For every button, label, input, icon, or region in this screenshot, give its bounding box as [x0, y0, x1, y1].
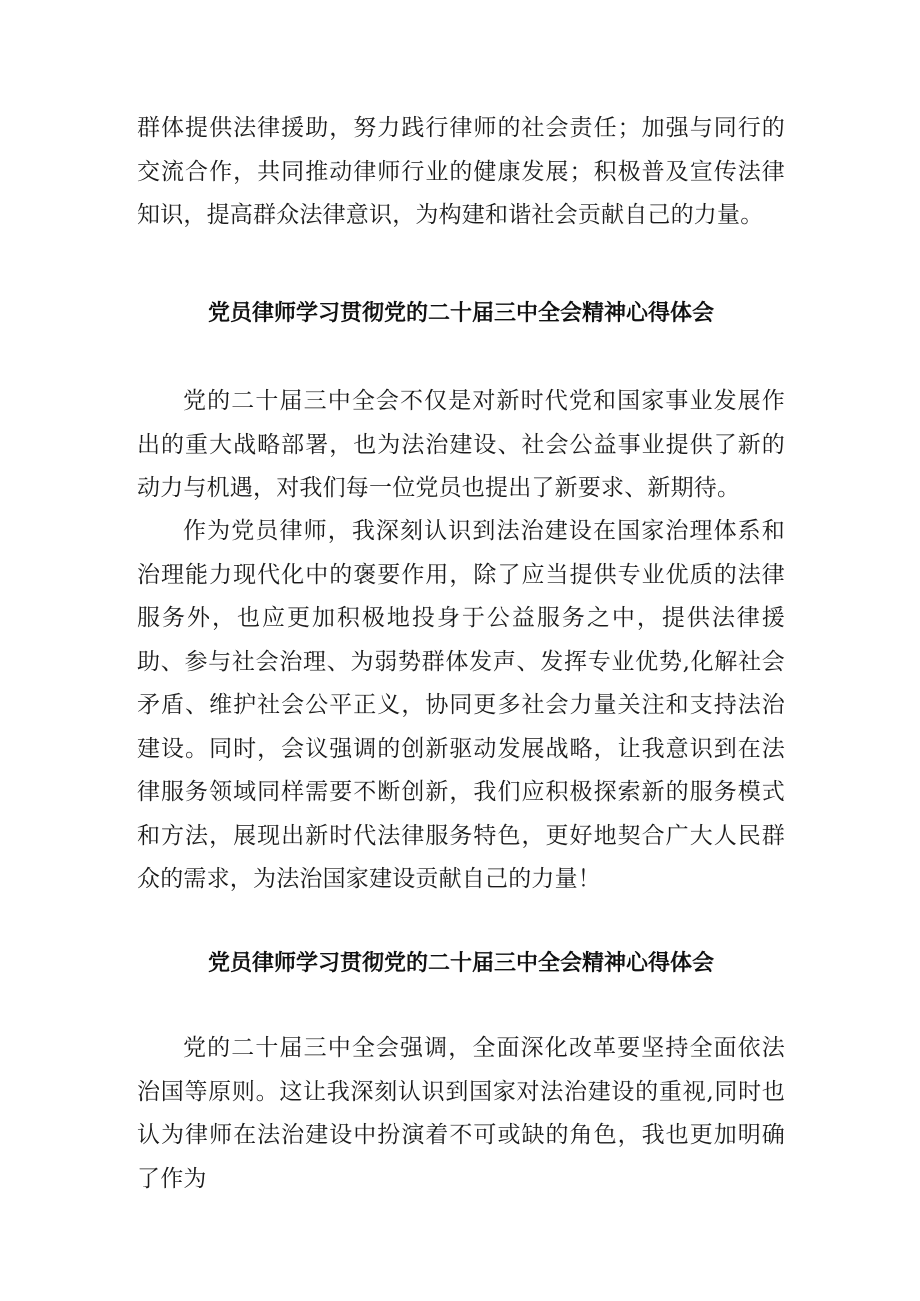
section-title-2: 党员律师学习贯彻党的二十届三中全会精神心得体会 — [207, 951, 714, 976]
section2-paragraph-1: 党的二十届三中全会强调，全面深化改革要坚持全面依法治国等原则。这让我深刻认识到国家对法治建设的重视,同时也认为律师在法治建设中扮演着不可或缺的角色，我也更加明确了作为 — [137, 1035, 785, 1192]
carryover-paragraph: 群体提供法律援助，努力践行律师的社会责任；加强与同行的交流合作，共同推动律师行业的健康发展；积极普及宣传法律知识，提高群众法律意识，为构建和谐社会贡献自己的力量。 — [137, 115, 785, 228]
section-title-1: 党员律师学习贯彻党的二十届三中全会精神心得体会 — [207, 301, 714, 326]
section1-paragraph-2: 作为党员律师，我深刻认识到法治建设在国家治理体系和治理能力现代化中的褒要作用，除了应当提供专业优质的法律服务外，也应更加积极地投身于公益服务之中，提供法律援助、参与社会治理、为弱势群体发声、发挥专业优势,化解社会矛盾、维护社会公平正义，协同更多社会力量关注和支持法治建设。同时，会议强调的创新驱动发展战略，让我意识到在法律服务领域同样需要不断创新，我们应积极探索新的服务模式和方法，展现出新时代法律服务特色，更好地契合广大人民群众的需求，为法治国家建设贡献自己的力量！ — [137, 518, 785, 892]
section1-paragraph-1: 党的二十届三中全会不仅是对新时代党和国家事业发展作出的重大战略部署，也为法治建设、社会公益事业提供了新的动力与机遇，对我们每一位党员也提出了新要求、新期待。 — [137, 388, 785, 501]
